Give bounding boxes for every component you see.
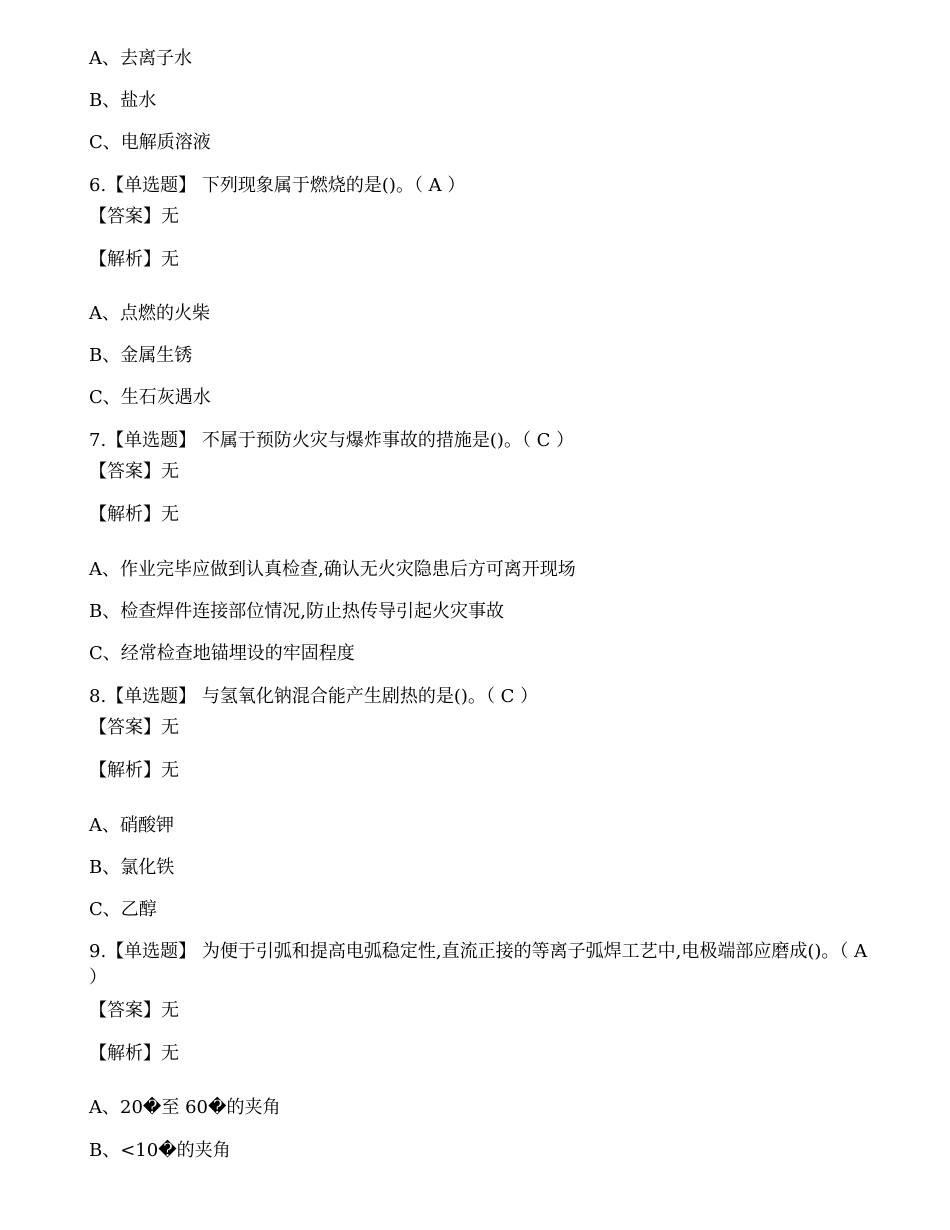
option-line: A、作业完毕应做到认真检查,确认无火灾隐患后方可离开现场 — [89, 559, 576, 580]
option-line: C、电解质溶液 — [89, 132, 211, 153]
option-line: C、经常检查地锚埋设的牢固程度 — [89, 643, 355, 664]
question-line: 6.【单选题】 下列现象属于燃烧的是()。（ A ） — [89, 175, 466, 196]
option-line: C、生石灰遇水 — [89, 387, 211, 408]
answer-line: 【答案】无 — [89, 717, 179, 738]
option-line: B、检查焊件连接部位情况,防止热传导引起火灾事故 — [89, 601, 504, 622]
option-line: A、去离子水 — [89, 48, 192, 69]
option-line: B、盐水 — [89, 90, 157, 111]
question-line: 8.【单选题】 与氢氧化钠混合能产生剧热的是()。（ C ） — [89, 686, 539, 707]
answer-line: 【答案】无 — [89, 1000, 179, 1021]
analysis-line: 【解析】无 — [89, 504, 179, 525]
option-line: A、硝酸钾 — [89, 815, 174, 836]
option-line: B、<10�的夹角 — [89, 1140, 231, 1161]
option-line: A、点燃的火柴 — [89, 303, 210, 324]
option-line: B、氯化铁 — [89, 857, 175, 878]
option-line: C、乙醇 — [89, 899, 157, 920]
question-line: 9.【单选题】 为便于引弧和提高电弧稳定性,直流正接的等离子弧焊工艺中,电极端部应磨成()。（ A ） — [89, 941, 868, 988]
option-line: B、金属生锈 — [89, 345, 193, 366]
option-line: A、20�至 60�的夹角 — [89, 1097, 281, 1118]
answer-line: 【答案】无 — [89, 206, 179, 227]
analysis-line: 【解析】无 — [89, 1043, 179, 1064]
question-line: 7.【单选题】 不属于预防火灾与爆炸事故的措施是()。（ C ） — [89, 430, 575, 451]
answer-line: 【答案】无 — [89, 461, 179, 482]
analysis-line: 【解析】无 — [89, 249, 179, 270]
analysis-line: 【解析】无 — [89, 760, 179, 781]
